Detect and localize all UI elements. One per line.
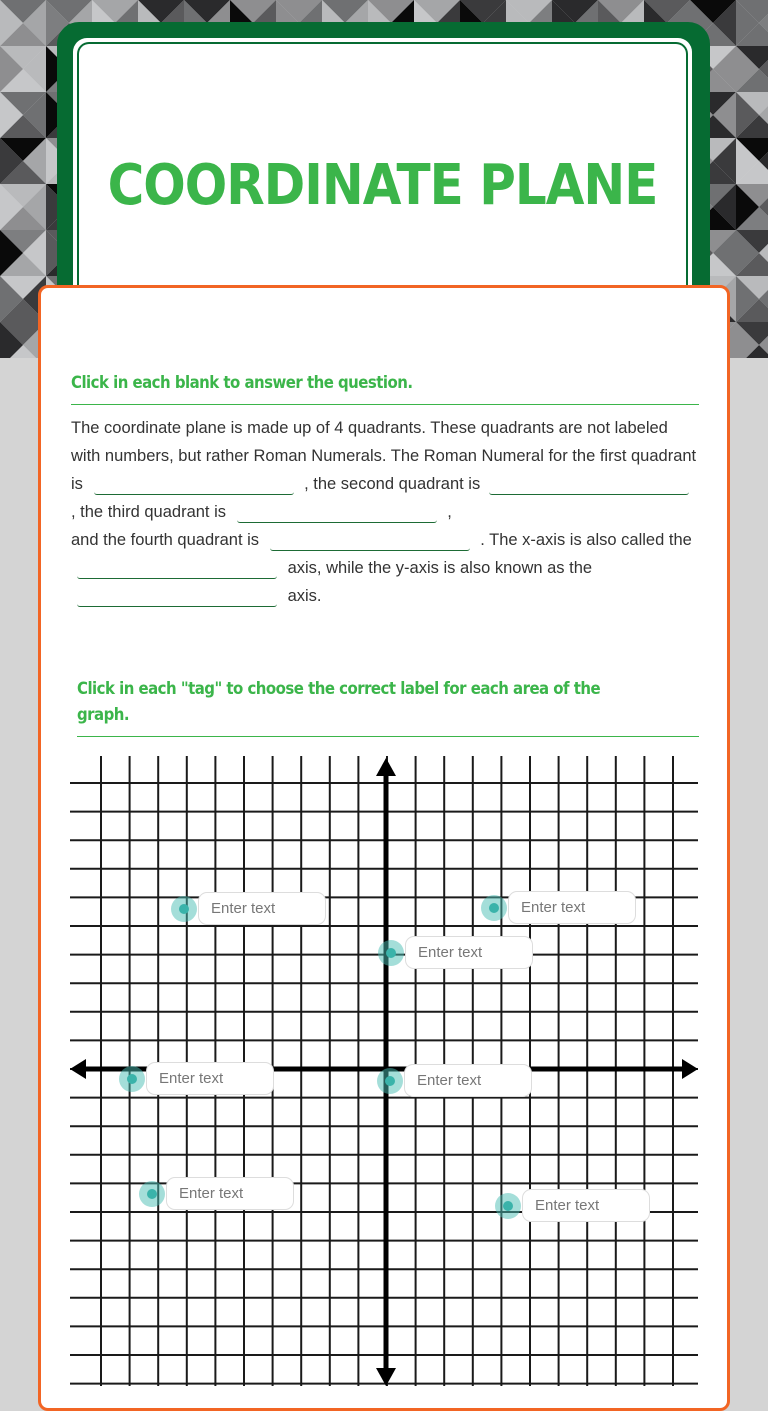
para-text: axis. [287,587,322,605]
tag-pin-icon[interactable] [481,895,507,921]
y-axis-arrow-up-icon [376,758,396,776]
para-text: , the second quadrant is [304,475,481,493]
tag-input[interactable]: Enter text [522,1189,650,1222]
tag-pin-icon[interactable] [378,940,404,966]
tag-input[interactable]: Enter text [508,891,636,924]
tag-input[interactable]: Enter text [146,1062,274,1095]
section2-divider [77,736,699,737]
tag-pin-icon[interactable] [119,1066,145,1092]
fill-in-paragraph [71,414,701,610]
tag-input[interactable]: Enter text [404,1064,532,1097]
title-card [57,22,710,322]
para-text: , [447,503,452,521]
tag-input[interactable]: Enter text [198,892,326,925]
tag-input[interactable]: Enter text [166,1177,294,1210]
para-text: and the fourth quadrant is [71,531,260,549]
section1-divider [71,404,699,405]
section1-heading: Click in each blank to answer the question. [71,373,413,393]
blank-input-4[interactable] [270,532,470,551]
blank-input-3[interactable] [237,504,437,523]
tag-pin-icon[interactable] [495,1193,521,1219]
worksheet-card [38,285,730,1411]
blank-input-6[interactable] [77,588,277,607]
tag-pin-icon[interactable] [171,896,197,922]
x-axis-arrow-right-icon [682,1059,698,1079]
x-axis-arrow-left-icon [70,1059,86,1079]
blank-input-1[interactable] [94,476,294,495]
blank-input-2[interactable] [489,476,689,495]
tag-pin-icon[interactable] [377,1068,403,1094]
para-text: . The x-axis is also called the [480,531,692,549]
para-text: axis, while the y-axis is also known as the [287,559,593,577]
tag-input[interactable]: Enter text [405,936,533,969]
para-text: The coordinate plane is made up of 4 quadrants. These quadrants are not labeled with numbers, but rather Roman Numerals. The Roman Numeral for the first quadrant is [71,419,697,493]
section2-heading: Click in each "tag" to choose the correct label for each area of the graph. [77,679,601,725]
para-text: , the third quadrant is [71,503,227,521]
blank-input-5[interactable] [77,560,277,579]
tag-pin-icon[interactable] [139,1181,165,1207]
page-title: COORDINATE PLANE [107,152,658,218]
